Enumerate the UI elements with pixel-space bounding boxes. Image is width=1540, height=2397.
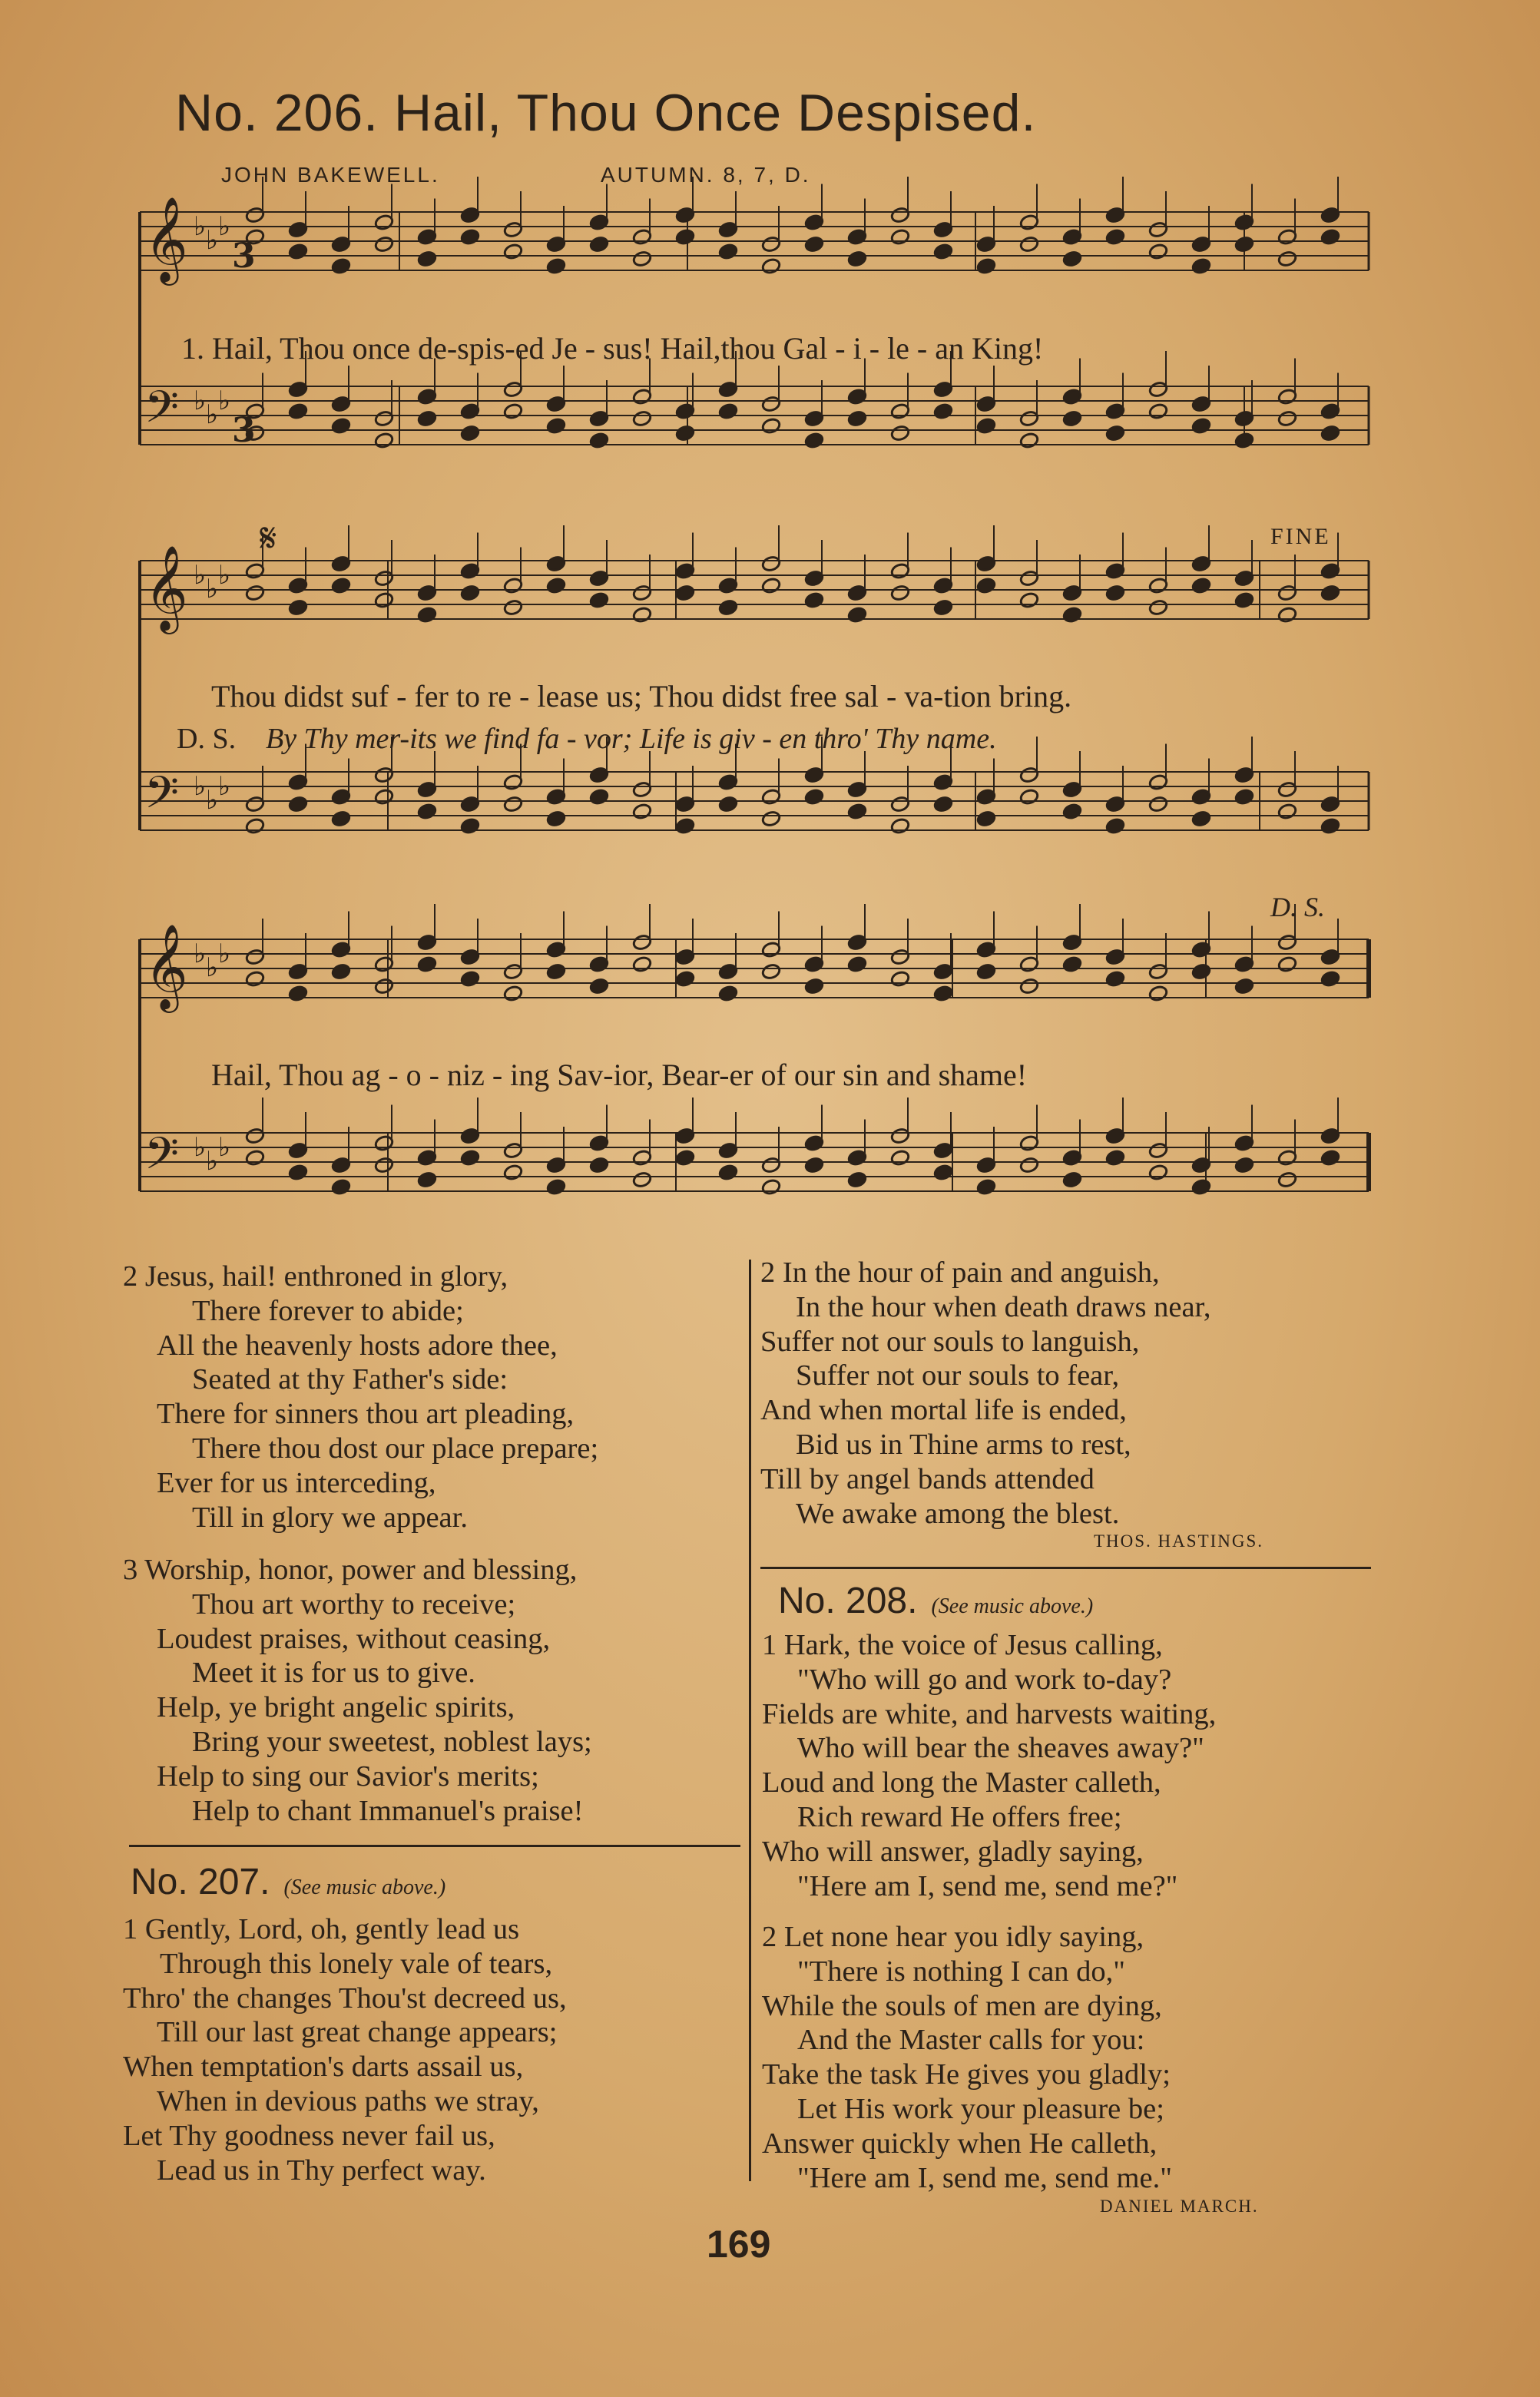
notehead — [890, 228, 910, 246]
notehead — [804, 236, 824, 253]
notehead — [589, 432, 609, 449]
verse-line: Who will bear the sheaves away?" — [797, 1732, 1204, 1765]
notehead — [589, 978, 609, 995]
notehead — [546, 417, 566, 435]
notehead — [1320, 228, 1340, 246]
verse-line: There forever to abide; — [192, 1294, 464, 1327]
notehead — [288, 985, 308, 1002]
notehead — [1148, 243, 1168, 260]
notehead — [589, 236, 609, 253]
notehead — [1191, 577, 1211, 594]
notehead — [847, 410, 867, 428]
hymn207-verse1 — [123, 1912, 567, 2187]
notehead — [546, 577, 566, 594]
notehead — [1277, 955, 1297, 973]
notehead — [718, 1164, 738, 1181]
notehead — [890, 817, 910, 835]
notehead — [503, 985, 523, 1002]
hymn208-verse1 — [762, 1628, 1216, 1903]
notehead — [546, 810, 566, 828]
ds-marking: D. S. — [1270, 892, 1325, 922]
hymn207-verse2 — [760, 1256, 1210, 1531]
notehead — [503, 599, 523, 617]
notehead — [460, 584, 480, 602]
page-number: 169 — [707, 2223, 771, 2266]
notehead — [1277, 606, 1297, 624]
notehead — [417, 606, 437, 624]
verse-line: Thro' the changes Thou'st decreed us, — [123, 1981, 567, 2015]
notehead — [1062, 803, 1082, 820]
fine-marking: FINE — [1270, 524, 1331, 549]
notehead — [976, 257, 996, 275]
notehead — [546, 963, 566, 981]
notehead — [417, 955, 437, 973]
notehead — [1105, 425, 1125, 442]
notehead — [331, 577, 351, 594]
flat-icon: ♭ — [218, 771, 231, 802]
flat-icon: ♭ — [206, 785, 219, 816]
notehead — [675, 817, 695, 835]
treble-clef-icon: 𝄞 — [144, 545, 188, 631]
notehead — [460, 1149, 480, 1167]
notehead — [632, 955, 652, 973]
notehead — [417, 803, 437, 820]
verse-line: Help, ye bright angelic spirits, — [157, 1691, 515, 1724]
verse-line: Who will answer, gladly saying, — [762, 1835, 1144, 1868]
verse-line: 1 Gently, Lord, oh, gently lead us — [123, 1913, 520, 1945]
notehead — [847, 955, 867, 973]
notehead — [288, 402, 308, 420]
notehead — [1320, 817, 1340, 835]
notehead — [460, 817, 480, 835]
notehead — [890, 584, 910, 602]
verse-line: Thou art worthy to receive; — [192, 1588, 516, 1621]
notehead — [503, 796, 523, 813]
notehead — [374, 432, 394, 449]
notehead — [1320, 970, 1340, 988]
bass-clef-icon: 𝄢 — [144, 381, 180, 444]
notehead — [1234, 788, 1254, 806]
notehead — [331, 810, 351, 828]
verse-line: Rich reward He offers free; — [797, 1800, 1122, 1833]
notehead — [847, 250, 867, 268]
flat-icon: ♭ — [194, 386, 207, 416]
hymn208-heading — [778, 1580, 1093, 1622]
notehead — [847, 606, 867, 624]
tune-meter: AUTUMN. 8, 7, D. — [601, 163, 811, 187]
ds-label: D. S. — [177, 723, 237, 755]
notehead — [976, 963, 996, 981]
notehead — [1320, 584, 1340, 602]
verse-line: Meet it is for us to give. — [192, 1657, 475, 1690]
notehead — [632, 410, 652, 428]
notehead — [589, 591, 609, 609]
notehead — [1234, 432, 1254, 449]
hymn208-number: No. 208. — [778, 1581, 918, 1621]
notehead — [1062, 1171, 1082, 1189]
verse-line: Bring your sweetest, noblest lays; — [192, 1725, 592, 1758]
notehead — [1148, 402, 1168, 420]
notehead — [1062, 955, 1082, 973]
verse-line: 2 In the hour of pain and anguish, — [760, 1256, 1160, 1289]
hymn206-verse3 — [123, 1553, 592, 1828]
notehead — [1191, 963, 1211, 981]
notehead — [675, 584, 695, 602]
notehead — [245, 817, 265, 835]
section-rule — [129, 1845, 740, 1847]
flat-icon: ♭ — [218, 560, 231, 591]
flat-icon: ♭ — [194, 211, 207, 242]
notehead — [288, 1164, 308, 1181]
verse-line: Loud and long the Master calleth, — [762, 1766, 1161, 1799]
notehead — [976, 1178, 996, 1196]
notehead — [718, 243, 738, 260]
staff — [140, 904, 1369, 1013]
notehead — [1105, 817, 1125, 835]
verse-line: Let Thy goodness never fail us, — [123, 2119, 495, 2152]
notehead — [1148, 1164, 1168, 1181]
verse-line: "Who will go and work to-day? — [797, 1663, 1172, 1696]
hymn208-credit: DANIEL MARCH. — [1100, 2197, 1259, 2216]
verse-line: All the heavenly hosts adore thee, — [157, 1329, 558, 1362]
notehead — [632, 803, 652, 820]
notehead — [245, 584, 265, 602]
notehead — [546, 1178, 566, 1196]
staff — [140, 1098, 1369, 1196]
notehead — [1019, 591, 1039, 609]
verse-line: Seated at thy Father's side: — [192, 1363, 508, 1396]
notehead — [1234, 978, 1254, 995]
verse-line: In the hour when death draws near, — [796, 1290, 1211, 1323]
notehead — [288, 243, 308, 260]
notehead — [374, 236, 394, 253]
hymn206-verse2 — [123, 1260, 598, 1535]
notehead — [589, 788, 609, 806]
flat-icon: ♭ — [206, 574, 219, 604]
verse-line: Till our last great change appears; — [157, 2016, 558, 2049]
notehead — [1320, 1149, 1340, 1167]
flat-icon: ♭ — [218, 211, 231, 242]
notehead — [1148, 599, 1168, 617]
notehead — [718, 599, 738, 617]
notehead — [933, 985, 953, 1002]
notehead — [632, 250, 652, 268]
notehead — [976, 810, 996, 828]
notehead — [761, 1178, 781, 1196]
flat-icon: ♭ — [218, 1132, 231, 1163]
treble-clef-icon: 𝄞 — [144, 923, 188, 1009]
verse-line: There thou dost our place prepare; — [192, 1432, 599, 1465]
notehead — [933, 796, 953, 813]
notehead — [460, 228, 480, 246]
notehead — [1320, 425, 1340, 442]
lyric-line-3: Hail, Thou ag - o - niz - ing Sav-ior, Bear-er of our sin and shame! — [211, 1058, 1028, 1092]
notehead — [1191, 257, 1211, 275]
notehead — [1234, 236, 1254, 253]
notehead — [374, 788, 394, 806]
notehead — [1277, 1171, 1297, 1189]
verse-line: Take the task He gives you gladly; — [762, 2058, 1171, 2091]
flat-icon: ♭ — [194, 771, 207, 802]
flat-icon: ♭ — [218, 386, 231, 416]
hymn207-heading — [131, 1861, 445, 1903]
notehead — [632, 606, 652, 624]
verse-line: Till by angel bands attended — [760, 1462, 1095, 1495]
notehead — [503, 243, 523, 260]
verse-line: Fields are white, and harvests waiting, — [762, 1697, 1217, 1730]
author: JOHN BAKEWELL. — [221, 163, 440, 187]
staff — [140, 525, 1369, 634]
verse-line: Loudest praises, without ceasing, — [157, 1622, 551, 1655]
notehead — [718, 796, 738, 813]
notehead — [589, 1157, 609, 1174]
verse-line: When temptation's darts assail us, — [123, 2051, 524, 2084]
verse-line: And the Master calls for you: — [797, 2024, 1145, 2057]
verse-line: "There is nothing I can do," — [797, 1955, 1126, 1988]
notehead — [1019, 432, 1039, 449]
notehead — [1234, 591, 1254, 609]
flat-icon: ♭ — [194, 560, 207, 591]
verse-line: 2 Jesus, hail! enthroned in glory, — [123, 1260, 508, 1293]
verse-line: 2 Let none hear you idly saying, — [762, 1921, 1144, 1953]
notehead — [804, 591, 824, 609]
notehead — [675, 425, 695, 442]
notehead — [1277, 803, 1297, 820]
verse-line: Till in glory we appear. — [192, 1501, 468, 1534]
verse-line: Help to sing our Savior's merits; — [157, 1760, 539, 1793]
hymn208-see-music: (See music above.) — [931, 1594, 1094, 1618]
notehead — [374, 591, 394, 609]
notehead — [331, 1178, 351, 1196]
lyric-line-1: 1. Hail, Thou once de-spis-ed Je - sus! Hail,thou Gal - i - le - an King! — [181, 331, 1044, 366]
notehead — [1105, 1149, 1125, 1167]
notehead — [718, 402, 738, 420]
notehead — [331, 257, 351, 275]
notehead — [1019, 978, 1039, 995]
notehead — [761, 810, 781, 828]
notehead — [288, 599, 308, 617]
notehead — [1019, 1157, 1039, 1174]
notehead — [761, 417, 781, 435]
verse-line: Suffer not our souls to languish, — [760, 1325, 1140, 1358]
segno-sign: 𝄋 — [260, 517, 277, 561]
hymn-title: No. 206. Hail, Thou Once Despised. — [175, 84, 1037, 142]
verse-line: We awake among the blest. — [796, 1497, 1120, 1530]
notehead — [1019, 236, 1039, 253]
notehead — [1062, 606, 1082, 624]
notehead — [1105, 584, 1125, 602]
notehead — [804, 1157, 824, 1174]
notehead — [546, 257, 566, 275]
verse-line: Answer quickly when He calleth, — [762, 2127, 1157, 2160]
bass-clef-icon: 𝄢 — [144, 766, 180, 829]
hymn207-number: No. 207. — [131, 1862, 270, 1902]
notehead — [1062, 250, 1082, 268]
notehead — [503, 1164, 523, 1181]
notehead — [1105, 970, 1125, 988]
section-rule — [760, 1567, 1371, 1569]
treble-clef-icon: 𝄞 — [144, 196, 188, 282]
notehead — [890, 1149, 910, 1167]
time-signature: 3 — [232, 237, 256, 276]
notehead — [890, 425, 910, 442]
verse-line: Through this lonely vale of tears, — [160, 1947, 553, 1980]
notehead — [245, 1149, 265, 1167]
notehead — [417, 1171, 437, 1189]
flat-icon: ♭ — [206, 399, 219, 430]
notehead — [1148, 796, 1168, 813]
hymn207-see-music: (See music above.) — [283, 1876, 446, 1899]
flat-icon: ♭ — [194, 1132, 207, 1163]
verse-line: Suffer not our souls to fear, — [796, 1359, 1120, 1392]
notehead — [976, 417, 996, 435]
notehead — [1191, 1178, 1211, 1196]
notehead — [1148, 985, 1168, 1002]
notehead — [1019, 788, 1039, 806]
notehead — [847, 1171, 867, 1189]
hymn208-verse2 — [762, 1920, 1172, 2195]
notehead — [890, 970, 910, 988]
staff — [140, 177, 1369, 286]
notehead — [761, 257, 781, 275]
notehead — [503, 402, 523, 420]
verse-line: 3 Worship, honor, power and blessing, — [123, 1554, 578, 1586]
notehead — [675, 970, 695, 988]
verse-line: Bid us in Thine arms to rest, — [796, 1428, 1131, 1461]
notehead — [288, 796, 308, 813]
notehead — [761, 963, 781, 981]
notehead — [804, 978, 824, 995]
flat-icon: ♭ — [206, 952, 219, 983]
notehead — [1277, 250, 1297, 268]
notehead — [417, 410, 437, 428]
notehead — [417, 250, 437, 268]
verse-line: Let His work your pleasure be; — [797, 2092, 1164, 2125]
notehead — [933, 599, 953, 617]
notehead — [460, 970, 480, 988]
notehead — [933, 243, 953, 260]
notehead — [460, 425, 480, 442]
notehead — [804, 432, 824, 449]
notehead — [761, 577, 781, 594]
notehead — [1105, 228, 1125, 246]
notehead — [1062, 410, 1082, 428]
verse-line: "Here am I, send me, send me." — [797, 2161, 1172, 2194]
notehead — [675, 1149, 695, 1167]
column-divider — [749, 1260, 751, 2181]
notehead — [976, 577, 996, 594]
verse-line: And when mortal life is ended, — [760, 1394, 1127, 1427]
verse-line: There for sinners thou art pleading, — [157, 1398, 575, 1431]
flat-icon: ♭ — [218, 939, 231, 969]
verse-line: While the souls of men are dying, — [762, 1989, 1162, 2022]
flat-icon: ♭ — [194, 939, 207, 969]
notehead — [1234, 1157, 1254, 1174]
hymn207-credit: THOS. HASTINGS. — [1094, 1531, 1264, 1551]
lyric-line-ds: By Thy mer-its we find fa - vor; Life is giv - en thro' Thy name. — [266, 723, 997, 755]
notehead — [632, 1171, 652, 1189]
notehead — [1277, 410, 1297, 428]
verse-line: When in devious paths we stray, — [157, 2084, 539, 2117]
notehead — [718, 985, 738, 1002]
notehead — [1191, 417, 1211, 435]
flat-icon: ♭ — [206, 225, 219, 256]
time-signature: 3 — [232, 411, 256, 450]
verse-line: Ever for us interceding, — [157, 1466, 436, 1499]
notehead — [933, 1164, 953, 1181]
flat-icon: ♭ — [206, 1146, 219, 1177]
notehead — [1191, 810, 1211, 828]
notehead — [804, 788, 824, 806]
notehead — [331, 417, 351, 435]
verse-line: Help to chant Immanuel's praise! — [192, 1794, 584, 1827]
verse-line: Lead us in Thy perfect way. — [157, 2154, 486, 2187]
verse-line: "Here am I, send me, send me?" — [797, 1869, 1178, 1902]
notehead — [331, 963, 351, 981]
notehead — [374, 978, 394, 995]
notehead — [374, 1157, 394, 1174]
notehead — [847, 803, 867, 820]
notehead — [675, 228, 695, 246]
notehead — [933, 402, 953, 420]
notehead — [245, 970, 265, 988]
verse-line: 1 Hark, the voice of Jesus calling, — [762, 1629, 1163, 1661]
lyric-line-2: Thou didst suf - fer to re - lease us; Thou didst free sal - va-tion bring. — [211, 679, 1072, 713]
bass-clef-icon: 𝄢 — [144, 1127, 180, 1190]
